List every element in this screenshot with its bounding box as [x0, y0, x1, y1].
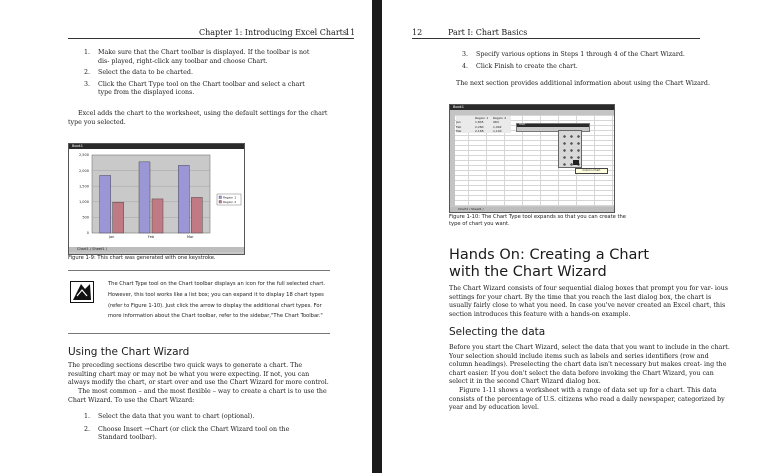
y-tick-label: 2,500: [78, 153, 89, 158]
figure-caption: Figure 1-9: This chart was generated with one keystroke.: [68, 255, 216, 261]
sub-heading: Selecting the data: [449, 326, 546, 338]
paragraph: The preceding sections describe two quick ways to generate a chart. The resulting chart may or may not be what you were expecting. If not, you can always modify the chart, or start over and use the Chart Wizard for more control.: [68, 362, 329, 387]
left-page-number: 11: [345, 28, 356, 37]
window-title: Book1: [453, 105, 464, 109]
y-tick-label: 0: [86, 231, 89, 236]
bar: [113, 202, 124, 233]
table-row: Feb 2,280 1,092: [456, 124, 502, 129]
right-page: [382, 0, 768, 473]
bar: [152, 199, 163, 233]
divider: [68, 270, 330, 271]
bar: [178, 165, 189, 233]
chart-toolbar-title: Chart: [517, 124, 589, 127]
y-tick-label: 1,500: [78, 184, 89, 189]
spreadsheet-screenshot-window: [449, 104, 615, 213]
tip-text: The Chart Type tool on the Chart toolbar displays an icon for the full selected chart. However, this tool works like a list box; you can expand it to display 18 chart types (refer to Figure 1-10). Just click the arrow to display the additional chart types. For more information about the Chart toolbar, refer to the sidebar,"The Chart Toolbar.": [108, 281, 326, 320]
left-page: [0, 0, 372, 473]
paragraph: Before you start the Chart Wizard, select the data that you want to include in the chart. Your selection should include items such as labels and series identifiers (row and column headings). Preselecting the chart data isn't necessary but makes creat- ing the chart easier. If you don't select the data before invoking the Chart Wizard, you can select it in the second Chart Wizard dialog box.: [449, 344, 730, 386]
column-headers: [450, 110, 614, 115]
section-heading: Using the Chart Wizard: [68, 346, 190, 358]
list-item: 2. Select the data to be charted.: [84, 69, 193, 77]
right-header-title: Part I: Chart Basics: [448, 28, 528, 37]
list-item: 2. Choose Insert →Chart (or click the Chart Wizard tool on the Standard toolbar).: [84, 425, 290, 442]
paragraph: The next section provides additional information about using the Chart Wizard.: [456, 80, 710, 87]
legend-swatch: [219, 196, 222, 199]
list-item: 4. Click Finish to create the chart.: [462, 62, 578, 70]
worksheet-grid[interactable]: [450, 110, 614, 206]
x-tick-label: Mar: [187, 235, 194, 239]
left-steps-bottom: [84, 413, 316, 446]
sheet-tabs[interactable]: Chart1 / Sheet1 /: [69, 247, 244, 252]
tip-icon: [70, 281, 94, 303]
table-row: Mar 2,168 1,140: [456, 128, 502, 133]
data-range[interactable]: Region 1 Region 2 Jan 1,845 984 Feb 2,280 1,092 Mar 2,168 1,140: [456, 116, 511, 133]
paragraph: The most common – and the most flexible – way to create a chart is to use the Chart Wizard. To use the Chart Wizard:: [68, 388, 327, 404]
list-item: 1. Make sure that the Chart toolbar is displayed. If the toolbar is not dis- played, right-click any toolbar and choose Chart.: [84, 49, 310, 65]
divider: [68, 333, 330, 334]
window-title: Book1: [72, 144, 83, 148]
list-item: 3. Specify various options in Steps 1 through 4 of the Chart Wizard.: [462, 51, 685, 58]
paragraph: Figure 1-11 shows a worksheet with a range of data set up for a chart. This data consists of the percentage of U.S. citizens who read a daily newspaper, categorized by year and by education level.: [449, 387, 725, 412]
list-item: 1. Select the data that you want to chart (optional).: [84, 413, 255, 420]
row-headers: [450, 110, 455, 206]
right-header-rule: [412, 38, 700, 39]
column-chart-icon[interactable]: [573, 160, 579, 165]
paragraph: Excel adds the chart to the worksheet, using the default settings for the chart type you selected.: [68, 110, 328, 126]
legend-label: Region 2: [223, 199, 237, 204]
bar-chart: [69, 149, 244, 247]
right-steps-top: [462, 51, 712, 74]
y-tick-label: 500: [82, 215, 89, 220]
list-item: 3. Click the Chart Type tool on the Chart toolbar and select a chart type from the displayed icons.: [84, 80, 305, 97]
right-page-number: 12: [412, 28, 423, 37]
legend-swatch: [219, 201, 222, 204]
left-steps-top: [84, 49, 316, 101]
main-heading: Hands On: Creating a Chart with the Chart Wizard: [449, 247, 650, 280]
figure-caption: Figure 1-10: The Chart Type tool expands so that you can create the type of chart you want.: [449, 214, 626, 228]
bar: [139, 162, 150, 233]
left-header-rule: [68, 38, 354, 39]
y-tick-label: 1,000: [78, 200, 89, 204]
x-tick-label: Jan: [108, 235, 115, 239]
bar: [191, 197, 202, 233]
chart-screenshot-window: [68, 143, 245, 255]
book-gutter: [372, 0, 382, 473]
legend-label: Region 1: [223, 195, 237, 200]
left-header-title: Chapter 1: Introducing Excel Charts: [199, 28, 347, 37]
table-row: Jan 1,845 984: [456, 120, 499, 125]
y-tick-label: 2,000: [78, 168, 89, 173]
tooltip: Column Chart: [575, 168, 608, 174]
paragraph: The Chart Wizard consists of four sequential dialog boxes that prompt you for var- ious settings for your chart. By the time that you reach the last dialog box, the chart is usually fairly close to what you need. In case you've never created an Excel chart, this section introduces this feature with a hands-on example.: [449, 285, 728, 318]
sheet-tabs[interactable]: Chart1 / Sheet1 /: [450, 207, 614, 212]
x-tick-label: Feb: [147, 235, 155, 239]
bar: [100, 175, 111, 233]
